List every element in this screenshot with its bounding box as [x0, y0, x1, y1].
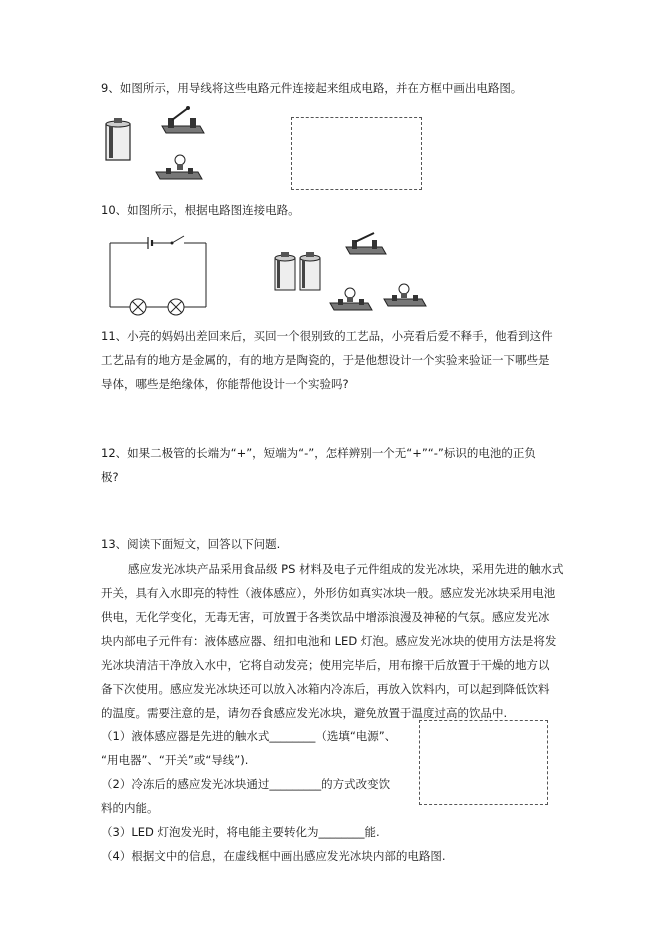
- q13-passage-5: 光冰块清洁干净放入水中，它将自动发亮；使用完毕后，用布擦干后放置于干燥的地方以: [101, 658, 550, 672]
- q13-passage-7: 的温度。需要注意的是，请勿吞食感应发光冰块，避免放置于温度过高的饮品中.: [101, 706, 508, 720]
- q13-sub-1b: “用电器”、“开关”或“导线”).: [101, 753, 249, 767]
- q13-sub-2a: （2）冷冻后的感应发光冰块通过_________的方式改变饮: [101, 777, 391, 791]
- q11-line-2: 工艺品有的地方是金属的，有的地方是陶瓷的，于是他想设计一个实验来验证一下哪些是: [101, 353, 550, 367]
- q13-passage-2: 开关，具有入水即亮的特性（液体感应），外形仿如真实冰块一般。感应发光冰块采用电池: [101, 586, 556, 600]
- q13-intro: 13、阅读下面短文，回答以下问题.: [101, 537, 281, 551]
- q13-passage-4: 块内部电子元件有：液体感应器、纽扣电池和 LED 灯泡。感应发光冰块的使用方法是将发: [101, 634, 557, 648]
- q13-sub-1a: （1）液体感应器是先进的触水式________（选填“电源”、: [101, 729, 397, 743]
- q10-text: 10、如图所示，根据电路图连接电路。: [101, 203, 300, 217]
- q13-passage-1: 感应发光冰块产品采用食品级 PS 材料及电子元件组成的发光冰块，采用先进的触水式: [128, 562, 564, 576]
- q9-text: 9、如图所示，用导线将这些电路元件连接起来组成电路，并在方框中画出电路图。: [101, 81, 523, 95]
- q13-passage-3: 供电，无化学变化，无毒无害，可放置于各类饮品中增添浪漫及神秘的气氛。感应发光冰: [101, 610, 550, 624]
- q13-answer-box: [419, 720, 548, 805]
- switch-icon: [344, 231, 388, 257]
- q11-line-3: 导体，哪些是绝缘体，你能帮他设计一个实验吗?: [101, 377, 349, 391]
- lamp-icon: [328, 287, 376, 315]
- q13-sub-2b: 料的内能。: [101, 801, 159, 815]
- battery-icon: [274, 252, 324, 292]
- q13-sub-3: （3）LED 灯泡发光时，将电能主要转化为________能.: [101, 825, 380, 839]
- lamp-icon: [154, 154, 206, 184]
- q12-line-1: 12、如果二极管的长端为“+”，短端为“-”，怎样辨别一个无“+”“-”标识的电池的正负: [101, 446, 536, 460]
- q9-answer-box: [291, 117, 422, 190]
- q13-passage-6: 备下次使用。感应发光冰块还可以放入冰箱内冷冻后，再放入饮料内，可以起到降低饮料: [101, 682, 550, 696]
- q12-line-2: 极?: [101, 470, 119, 484]
- battery-icon: [104, 118, 134, 162]
- q11-line-1: 11、小亮的妈妈出差回来后，买回一个很别致的工艺品，小亮看后爱不释手，他看到这件: [101, 329, 553, 343]
- circuit-diagram: [110, 243, 210, 313]
- q13-sub-4: （4）根据文中的信息，在虚线框中画出感应发光冰块内部的电路图.: [101, 849, 446, 863]
- lamp-icon: [382, 283, 430, 311]
- switch-icon: [160, 106, 206, 136]
